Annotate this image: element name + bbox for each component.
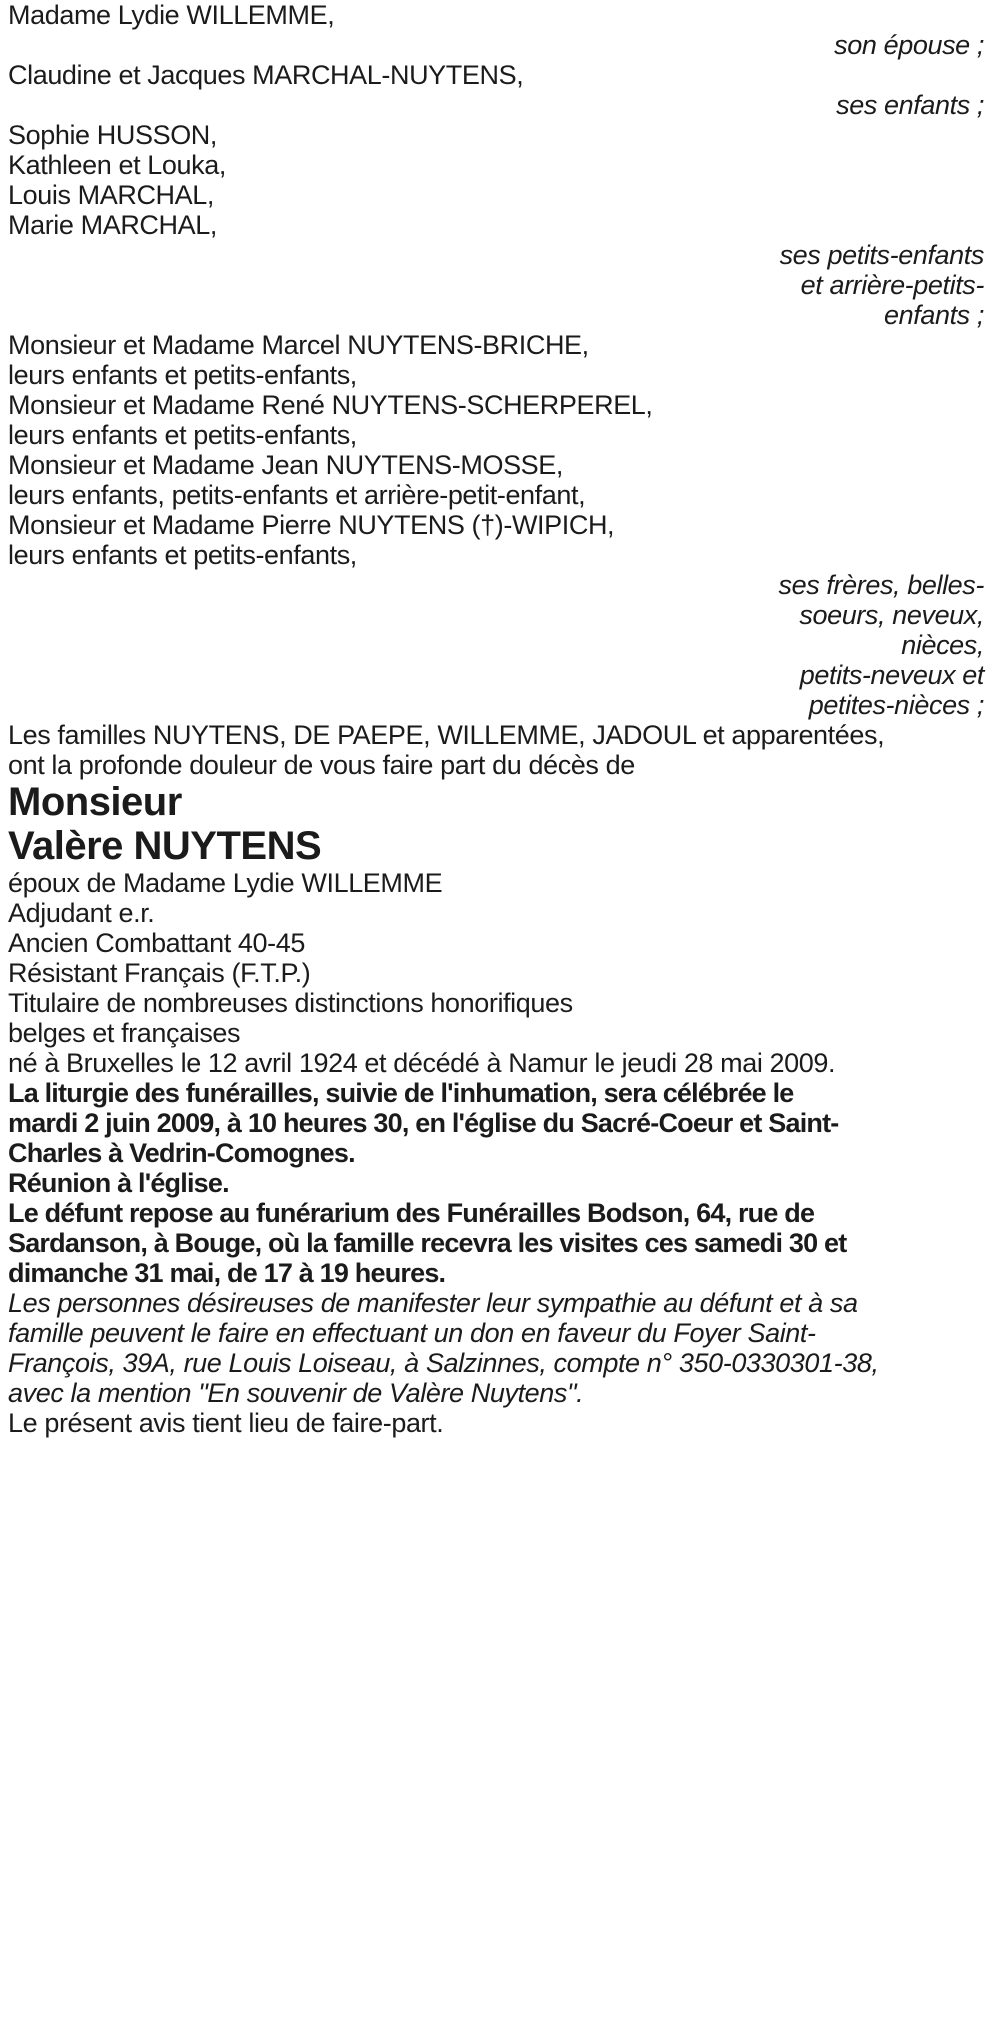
relationship-label: nièces, — [901, 630, 984, 660]
donation-note-line: Les personnes désireuses de manifester leur sympathie au défunt et à sa — [8, 1288, 858, 1318]
relationship-label: petites-nièces ; — [808, 690, 984, 720]
ceremony-info-line: La liturgie des funérailles, suivie de l'inhumation, sera célébrée le — [8, 1078, 794, 1108]
relationship-label: ses enfants ; — [836, 90, 984, 120]
ceremony-info-line: dimanche 31 mai, de 17 à 19 heures. — [8, 1258, 446, 1288]
family-member-line: leurs enfants et petits-enfants, — [8, 420, 357, 450]
family-member-line: Sophie HUSSON, — [8, 120, 217, 150]
family-member-line: Monsieur et Madame Pierre NUYTENS (†)-WIPICH, — [8, 510, 615, 540]
relationship-label: et arrière-petits- — [800, 270, 984, 300]
ceremony-info-line: Sardanson, à Bouge, où la famille recevra les visites ces samedi 30 et — [8, 1228, 847, 1258]
family-member-line: leurs enfants et petits-enfants, — [8, 360, 357, 390]
donation-note-line: famille peuvent le faire en effectuant un don en faveur du Foyer Saint- — [8, 1318, 816, 1348]
relationship-label: soeurs, neveux, — [799, 600, 984, 630]
ceremony-info-line: Charles à Vedrin-Comognes. — [8, 1138, 355, 1168]
ceremony-info-line: mardi 2 juin 2009, à 10 heures 30, en l'église du Sacré-Coeur et Saint- — [8, 1108, 839, 1138]
family-member-line: Madame Lydie WILLEMME, — [8, 0, 335, 30]
deceased-detail-line: Ancien Combattant 40-45 — [8, 928, 305, 958]
relationship-label: enfants ; — [884, 300, 984, 330]
family-member-line: Marie MARCHAL, — [8, 210, 217, 240]
ceremony-info-line: Le défunt repose au funérarium des Funérailles Bodson, 64, rue de — [8, 1198, 815, 1228]
deceased-detail-line: Adjudant e.r. — [8, 898, 155, 928]
deceased-detail-line: Résistant Français (F.T.P.) — [8, 958, 311, 988]
closing-line: Le présent avis tient lieu de faire-part. — [8, 1408, 444, 1438]
deceased-name-title: Monsieur — [8, 780, 182, 824]
birth-death-dates: né à Bruxelles le 12 avril 1924 et décédé à Namur le jeudi 28 mai 2009. — [8, 1048, 836, 1078]
family-member-line: Kathleen et Louka, — [8, 150, 226, 180]
relationship-label: son épouse ; — [834, 30, 984, 60]
family-member-line: leurs enfants et petits-enfants, — [8, 540, 357, 570]
family-member-line: Monsieur et Madame René NUYTENS-SCHERPEREL, — [8, 390, 653, 420]
donation-note-line: François, 39A, rue Louis Loiseau, à Salzinnes, compte n° 350-0330301-38, — [8, 1348, 879, 1378]
deceased-detail-line: époux de Madame Lydie WILLEMME — [8, 868, 443, 898]
family-member-line: Louis MARCHAL, — [8, 180, 214, 210]
relationship-label: ses petits-enfants — [779, 240, 984, 270]
ceremony-info-line: Réunion à l'église. — [8, 1168, 229, 1198]
relationship-label: ses frères, belles- — [778, 570, 984, 600]
family-member-line: Monsieur et Madame Marcel NUYTENS-BRICHE, — [8, 330, 589, 360]
relationship-label: petits-neveux et — [799, 660, 984, 690]
announcement-intro: ont la profonde douleur de vous faire part du décès de — [8, 750, 635, 780]
family-member-line: Les familles NUYTENS, DE PAEPE, WILLEMME, JADOUL et apparentées, — [8, 720, 885, 750]
donation-note-line: avec la mention "En souvenir de Valère Nuytens". — [8, 1378, 584, 1408]
deceased-detail-line: belges et françaises — [8, 1018, 241, 1048]
family-member-line: Claudine et Jacques MARCHAL-NUYTENS, — [8, 60, 524, 90]
family-member-line: leurs enfants, petits-enfants et arrière-petit-enfant, — [8, 480, 586, 510]
deceased-detail-line: Titulaire de nombreuses distinctions honorifiques — [8, 988, 573, 1018]
deceased-name-title: Valère NUYTENS — [8, 824, 322, 868]
family-member-line: Monsieur et Madame Jean NUYTENS-MOSSE, — [8, 450, 563, 480]
